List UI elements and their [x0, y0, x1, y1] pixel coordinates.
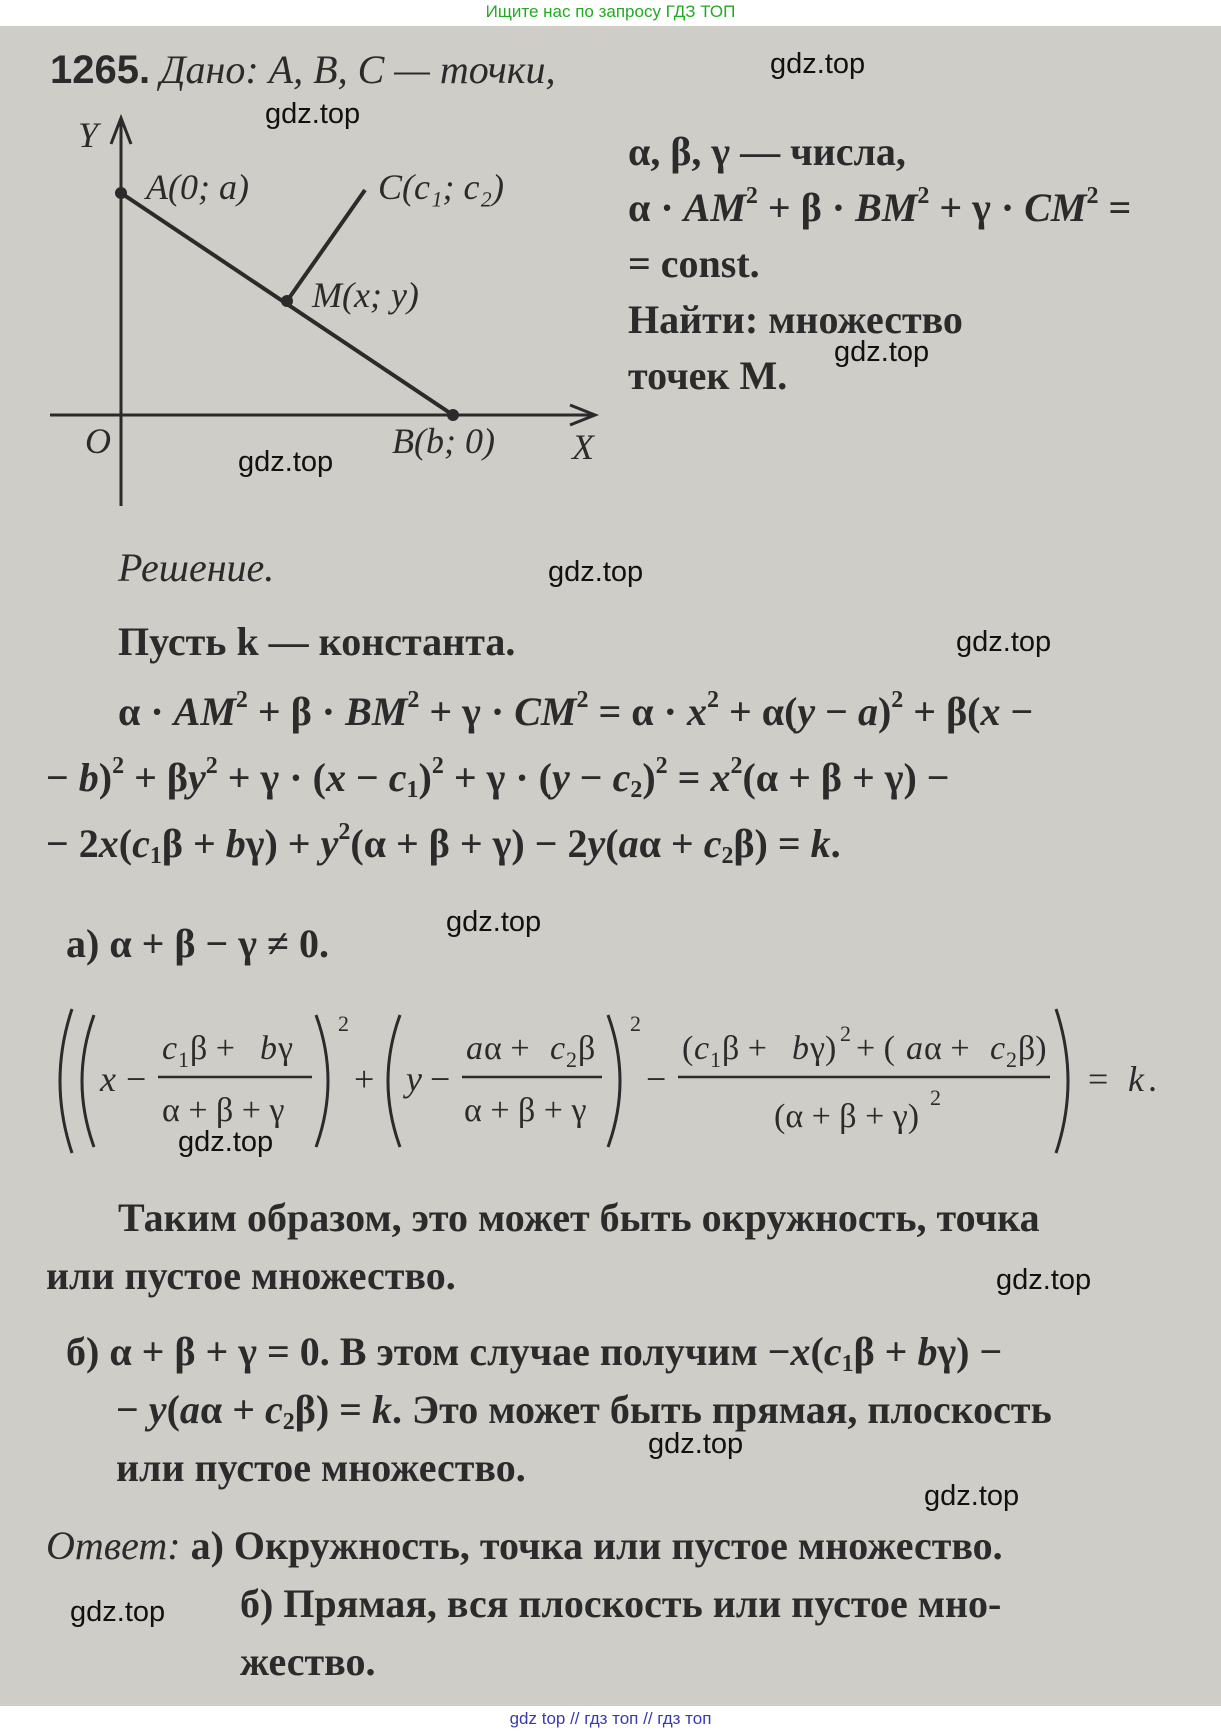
svg-text:=: =: [1088, 1059, 1109, 1099]
svg-text:β): β): [1018, 1030, 1047, 1067]
point-m-dot: [281, 295, 293, 307]
problem-statement-line: [50, 48, 556, 92]
svg-text:2: 2: [1006, 1047, 1017, 1072]
svg-text:c: c: [694, 1030, 710, 1067]
svg-text:a: a: [906, 1030, 923, 1067]
given-label: Дано:: [160, 47, 259, 92]
watermark: gdz.top: [996, 1264, 1092, 1296]
svg-text:2: 2: [566, 1047, 577, 1072]
solution-line-1: Пусть k — константа.: [118, 619, 516, 664]
watermark: gdz.top: [446, 906, 542, 938]
find-text-2: точек M.: [628, 353, 788, 398]
svg-text:2: 2: [930, 1085, 941, 1110]
conclusion-a-line2: или пустое множество.: [46, 1253, 456, 1298]
svg-text:1: 1: [710, 1047, 721, 1072]
equation-line-3: − $2x(c_1\beta + b\gamma) + y^2(\alpha + \beta + \gamma) - 2y(a\alpha + c_2\beta) = k$.: [46, 819, 841, 869]
watermark: gdz.top: [265, 98, 361, 130]
site-header-link[interactable]: Ищите нас по запросу ГДЗ ТОП: [0, 0, 1221, 26]
problem-number: 1265.: [50, 48, 151, 92]
textbook-page: [0, 26, 1221, 1706]
point-b-label: B(b; 0): [392, 421, 495, 461]
watermark: gdz.top: [924, 1480, 1020, 1512]
equation-line-2: − $b)^2 + \beta y^2 + \gamma \cdot (x - c_1)^2 + \gamma \cdot (y - c_2)^2 = x^2(\alpha + \beta + \gamma)$ −: [46, 753, 950, 803]
answer-b-line2: жество.: [240, 1639, 376, 1684]
find-text: множество: [768, 297, 963, 342]
svg-text:b: b: [792, 1030, 809, 1067]
point-a-dot: [115, 187, 127, 199]
svg-text:1: 1: [178, 1047, 189, 1072]
axis-x-label: X: [572, 427, 594, 467]
svg-text:c: c: [162, 1030, 178, 1067]
case-b-line1: б) α + β + γ = 0. В этом случае получим $-x(c_1\beta + b\gamma)$ −: [66, 1329, 1003, 1377]
watermark: gdz.top: [648, 1428, 744, 1460]
case-b-line3: или пустое множество.: [116, 1445, 526, 1490]
svg-text:β +: β +: [722, 1030, 767, 1067]
case-b-line2: − $y(a\alpha + c_2\beta) = k$. Это может быть прямая, плоскость: [116, 1387, 1052, 1435]
svg-text:2: 2: [338, 1011, 349, 1036]
svg-text:(α + β + γ): (α + β + γ): [774, 1098, 920, 1135]
point-m-label: M(x; y): [312, 275, 419, 315]
svg-text:b: b: [260, 1030, 277, 1067]
watermark: gdz.top: [548, 556, 644, 588]
watermark: gdz.top: [834, 336, 930, 368]
given-numbers: α, β, γ — числа,: [628, 129, 906, 174]
case-b-text: б) α + β + γ = 0. В этом случае получим: [66, 1329, 758, 1374]
axis-y-label: Y: [78, 115, 99, 155]
answer-line-a: [46, 1524, 1003, 1568]
svg-text:β +: β +: [190, 1030, 235, 1067]
svg-text:γ: γ: [278, 1030, 294, 1067]
svg-text:2: 2: [630, 1011, 641, 1036]
watermark: gdz.top: [178, 1126, 274, 1158]
case-a: а) α + β − γ ≠ 0.: [66, 921, 329, 966]
svg-text:γ): γ): [810, 1030, 837, 1067]
svg-text:−: −: [430, 1059, 451, 1099]
svg-text:α + β + γ: α + β + γ: [162, 1092, 285, 1129]
svg-text:c: c: [990, 1030, 1006, 1067]
svg-text:−: −: [646, 1059, 667, 1099]
answer-label: Ответ:: [46, 1523, 181, 1568]
svg-text:2: 2: [840, 1021, 851, 1046]
watermark: gdz.top: [70, 1596, 166, 1628]
svg-text:−: −: [126, 1059, 147, 1099]
svg-text:(: (: [682, 1030, 694, 1067]
solution-heading: Решение.: [118, 545, 275, 590]
case-b-conclusion: Это может быть прямая, плоскость: [411, 1387, 1052, 1432]
given-condition-line1: $\alpha \cdot AM^2 + \beta \cdot BM^2 + \gamma \cdot CM^2$ =: [628, 183, 1132, 230]
given-condition-line2: = const.: [628, 241, 760, 286]
given-points: A, B, C — точки,: [268, 47, 556, 92]
watermark: gdz.top: [770, 48, 866, 80]
answer-b-line1: б) Прямая, вся плоскость или пустое мно-: [240, 1581, 1002, 1626]
svg-text:k: k: [1128, 1059, 1144, 1099]
site-footer-links[interactable]: gdz top // гдз топ // гдз топ: [0, 1706, 1221, 1732]
point-a-label: A(0; a): [146, 167, 249, 207]
watermark: gdz.top: [956, 626, 1052, 658]
svg-text:α +: α +: [484, 1030, 530, 1067]
svg-text:+: +: [354, 1059, 375, 1099]
svg-text:a: a: [466, 1030, 483, 1067]
svg-text:β: β: [578, 1030, 596, 1067]
svg-text:+ (: + (: [856, 1030, 895, 1067]
origin-label: O: [85, 421, 111, 461]
svg-text:x: x: [100, 1059, 116, 1099]
conclusion-a-line1: Таким образом, это может быть окружность, точка: [118, 1195, 1040, 1240]
answer-a: а) Окружность, точка или пустое множество.: [190, 1523, 1003, 1568]
point-c-label: C(c₁; c₂): [378, 167, 504, 207]
find-label: Найти:: [628, 297, 759, 342]
svg-text:α + β + γ: α + β + γ: [464, 1092, 587, 1129]
equation-line-1: $\alpha \cdot AM^2 + \beta \cdot BM^2 + \gamma \cdot CM^2 = \alpha \cdot x^2 + \alpha(y - a)^2 + \beta(x$ −: [118, 687, 1034, 734]
svg-text:α +: α +: [924, 1030, 970, 1067]
watermark: gdz.top: [238, 446, 334, 478]
svg-text:.: .: [1148, 1059, 1157, 1099]
svg-text:y: y: [406, 1059, 422, 1099]
svg-text:c: c: [550, 1030, 566, 1067]
